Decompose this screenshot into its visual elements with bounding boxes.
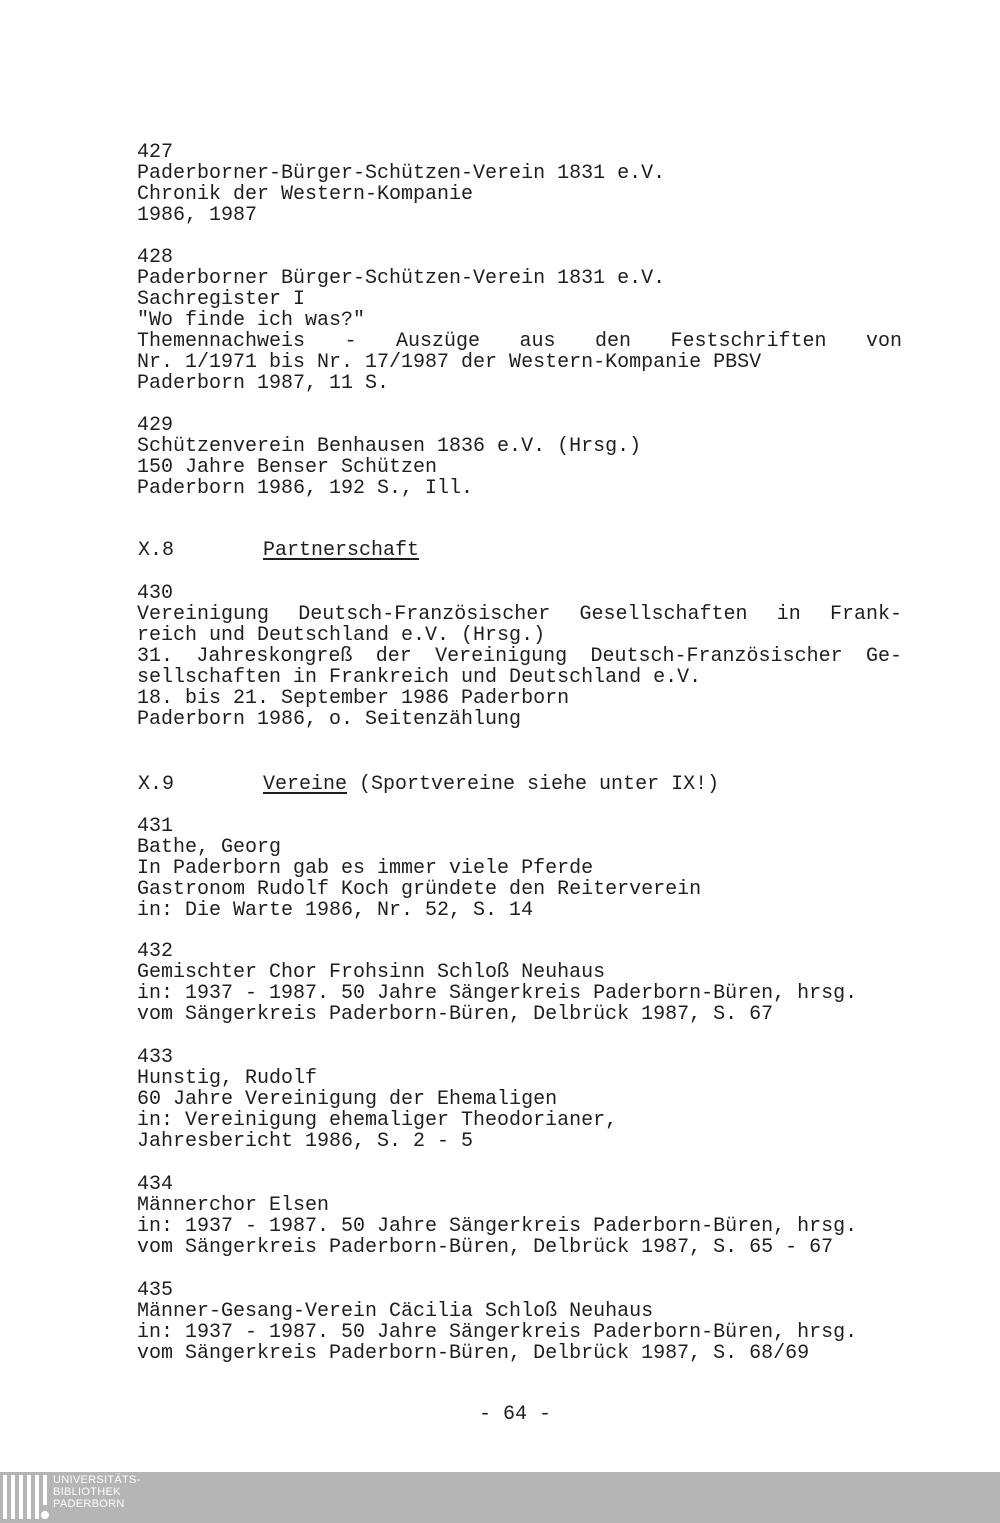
entry-line: Hunstig, Rudolf xyxy=(137,1067,318,1090)
justified-line xyxy=(137,604,902,625)
entry-line: Gastronom Rudolf Koch gründete den Reiterverein xyxy=(137,878,702,901)
entry-line: Paderborner Bürger-Schützen-Verein 1831 e.V. xyxy=(137,267,666,290)
entry-line: Paderborn 1986, 192 S., Ill. xyxy=(137,477,474,500)
section-number: X.8 xyxy=(138,539,175,562)
entry-number: 432 xyxy=(137,940,174,963)
entry-line: in: 1937 - 1987. 50 Jahre Sängerkreis Paderborn-Büren, hrsg. xyxy=(137,1215,858,1238)
word: von xyxy=(865,330,902,353)
word: Deutsch-Französischer xyxy=(298,603,551,626)
entry-line: 1986, 1987 xyxy=(137,204,258,227)
bibliography-entry-430 xyxy=(137,583,902,730)
word: Jahreskongreß xyxy=(196,645,353,668)
entry-line: 18. bis 21. September 1986 Paderborn xyxy=(137,687,570,710)
bibliography-entry-427 xyxy=(137,142,902,226)
entry-line: in: 1937 - 1987. 50 Jahre Sängerkreis Paderborn-Büren, hrsg. xyxy=(137,982,858,1005)
section-title-text: Partnerschaft xyxy=(263,539,420,562)
entry-line: In Paderborn gab es immer viele Pferde xyxy=(137,857,594,880)
entry-number: 433 xyxy=(137,1046,174,1069)
page-number: - 64 - xyxy=(478,1403,551,1426)
word: Deutsch-Französischer xyxy=(590,645,843,668)
entry-line: Paderborn 1986, o. Seitenzählung xyxy=(137,708,522,731)
section-heading-x8 xyxy=(138,540,898,562)
entry-number: 427 xyxy=(137,141,174,164)
word: Frank- xyxy=(829,603,902,626)
library-bars-icon xyxy=(3,1475,48,1520)
bibliography-entry-435 xyxy=(137,1280,902,1364)
entry-line: 150 Jahre Benser Schützen xyxy=(137,456,438,479)
entry-line: vom Sängerkreis Paderborn-Büren, Delbrück 1987, S. 67 xyxy=(137,1003,774,1026)
entry-line: Gemischter Chor Frohsinn Schloß Neuhaus xyxy=(137,961,606,984)
entry-number: 434 xyxy=(137,1173,174,1196)
word: der xyxy=(375,645,412,668)
bibliography-entry-434 xyxy=(137,1174,902,1258)
entry-line: Männerchor Elsen xyxy=(137,1194,330,1217)
entry-number: 428 xyxy=(137,246,174,269)
entry-line: Schützenverein Benhausen 1836 e.V. (Hrsg.) xyxy=(137,435,642,458)
justified-line xyxy=(137,646,902,667)
bibliography-entry-431 xyxy=(137,816,902,921)
word: in xyxy=(776,603,801,626)
word: Vereinigung xyxy=(435,645,568,668)
entry-line: vom Sängerkreis Paderborn-Büren, Delbrück 1987, S. 68/69 xyxy=(137,1342,810,1365)
entry-line: 60 Jahre Vereinigung der Ehemaligen xyxy=(137,1088,558,1111)
entry-line: Paderborn 1987, 11 S. xyxy=(137,372,390,395)
word: aus xyxy=(519,330,556,353)
entry-line: in: Vereinigung ehemaliger Theodorianer, xyxy=(137,1109,618,1132)
word: - xyxy=(344,330,357,353)
section-heading-x9 xyxy=(138,774,898,796)
entry-line: reich und Deutschland e.V. (Hrsg.) xyxy=(137,624,546,647)
word: den xyxy=(594,330,631,353)
section-title xyxy=(263,774,719,795)
entry-line: in: 1937 - 1987. 50 Jahre Sängerkreis Paderborn-Büren, hrsg. xyxy=(137,1321,858,1344)
bibliography-entry-433 xyxy=(137,1047,902,1152)
entry-line: Paderborner-Bürger-Schützen-Verein 1831 e.V. xyxy=(137,162,666,185)
library-name-line: UNIVERSITÄTS- xyxy=(53,1474,141,1486)
entry-line: in: Die Warte 1986, Nr. 52, S. 14 xyxy=(137,899,534,922)
entry-line: vom Sängerkreis Paderborn-Büren, Delbrück 1987, S. 65 - 67 xyxy=(137,1236,834,1259)
library-name-line: BIBLIOTHEK xyxy=(53,1486,121,1498)
entry-line: Nr. 1/1971 bis Nr. 17/1987 der Western-Kompanie PBSV xyxy=(137,351,762,374)
section-note: (Sportvereine siehe unter IX!) xyxy=(347,773,720,796)
bibliography-entry-428 xyxy=(137,247,902,394)
word: Gesellschaften xyxy=(579,603,748,626)
bibliography-entry-429 xyxy=(137,415,902,499)
entry-line: "Wo finde ich was?" xyxy=(137,309,366,332)
entry-number: 431 xyxy=(137,815,174,838)
library-name xyxy=(53,1474,141,1510)
entry-line: Jahresbericht 1986, S. 2 - 5 xyxy=(137,1130,474,1153)
word: Ge- xyxy=(865,645,902,668)
entry-line: Bathe, Georg xyxy=(137,836,282,859)
entry-number: 435 xyxy=(137,1279,174,1302)
word: Auszüge xyxy=(395,330,480,353)
section-title-text: Vereine xyxy=(263,773,348,796)
library-name-line: PADERBORN xyxy=(53,1498,125,1510)
word: Festschriften xyxy=(670,330,827,353)
word: Vereinigung xyxy=(137,603,270,626)
section-number: X.9 xyxy=(138,773,175,796)
word: 31. xyxy=(137,645,174,668)
entry-line: Sachregister I xyxy=(137,288,306,311)
entry-number: 429 xyxy=(137,414,174,437)
section-title xyxy=(263,540,419,561)
entry-line: Chronik der Western-Kompanie xyxy=(137,183,474,206)
entry-line: sellschaften in Frankreich und Deutschland e.V. xyxy=(137,666,702,689)
entry-line: Männer-Gesang-Verein Cäcilia Schloß Neuhaus xyxy=(137,1300,654,1323)
word: Themennachweis xyxy=(137,330,306,353)
justified-line xyxy=(137,331,902,352)
library-footer-bar xyxy=(0,1472,1000,1523)
entry-number: 430 xyxy=(137,582,174,605)
bibliography-entry-432 xyxy=(137,941,902,1025)
